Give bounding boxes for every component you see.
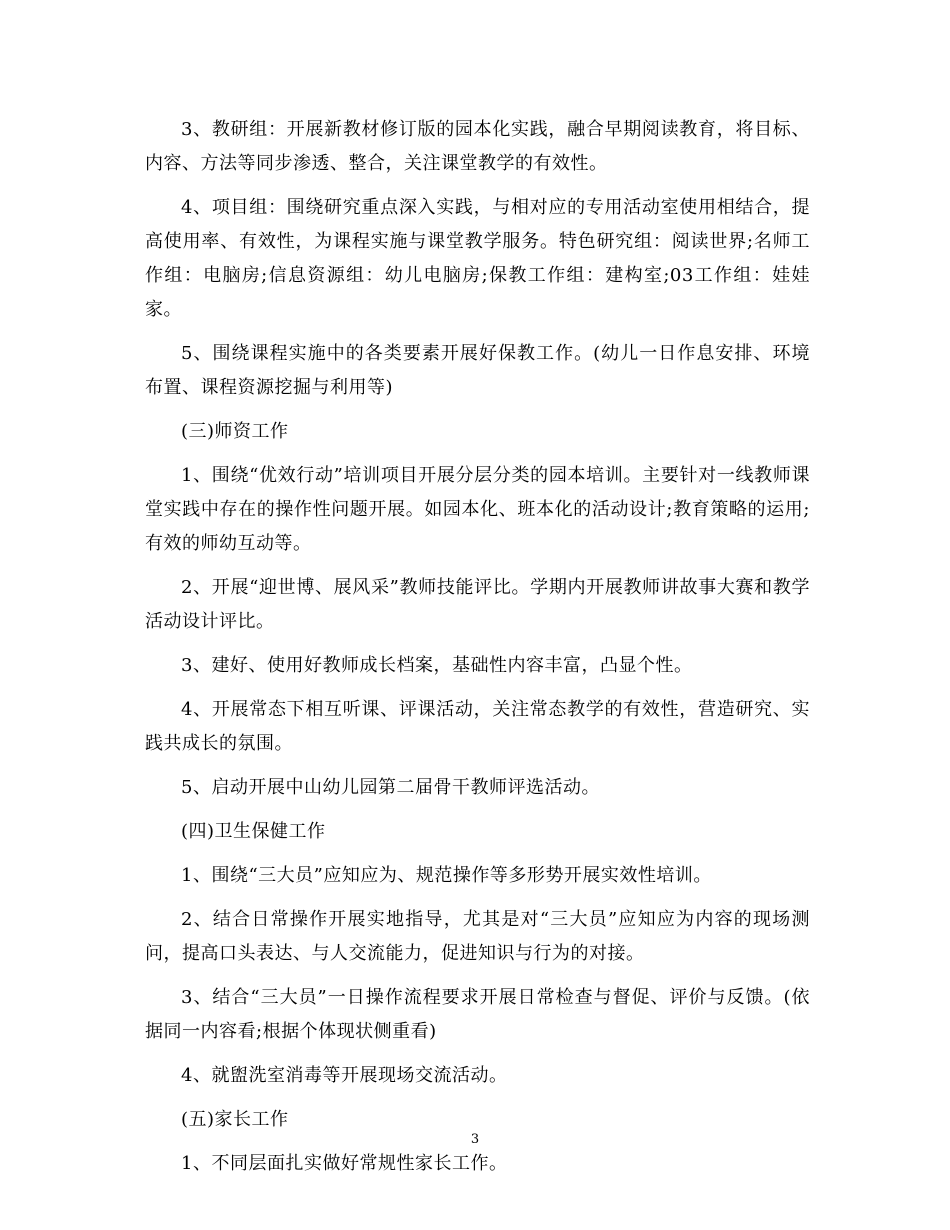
section-heading: (五)家长工作 — [181, 1109, 289, 1130]
document-body — [145, 113, 810, 1191]
paragraph: 4、开展常态下相互听课、评课活动，关注常态教学的有效性，营造研究、实践共成长的氛围。 — [145, 699, 810, 754]
section-heading: (三)师资工作 — [181, 421, 289, 442]
paragraph: 1、围绕“三大员”应知应为、规范操作等多形势开展实效性培训。 — [181, 865, 712, 886]
paragraph: 4、就盥洗室消毒等开展现场交流活动。 — [181, 1065, 508, 1086]
paragraph: 4、项目组：围绕研究重点深入实践，与相对应的专用活动室使用相结合，提高使用率、有效性，为课程实施与课堂教学服务。特色研究组：阅读世界;名师工作组：电脑房;信息资源组：幼儿电脑房;保教工作组：建构室;03工作组：娃娃家。 — [145, 197, 810, 320]
section-heading: (四)卫生保健工作 — [181, 821, 326, 842]
paragraph: 3、结合“三大员”一日操作流程要求开展日常检查与督促、评价与反馈。(依据同一内容看;根据个体现状侧重看) — [145, 987, 810, 1042]
paragraph: 5、围绕课程实施中的各类要素开展好保教工作。(幼儿一日作息安排、环境布置、课程资源挖掘与利用等) — [145, 343, 810, 398]
paragraph: 3、建好、使用好教师成长档案，基础性内容丰富，凸显个性。 — [181, 655, 693, 676]
paragraph: 2、结合日常操作开展实地指导，尤其是对“三大员”应知应为内容的现场测问，提高口头表达、与人交流能力，促进知识与行为的对接。 — [145, 909, 810, 964]
paragraph: 2、开展“迎世博、展风采”教师技能评比。学期内开展教师讲故事大赛和教学活动设计评比。 — [145, 577, 810, 632]
paragraph: 1、不同层面扎实做好常规性家长工作。 — [181, 1153, 508, 1174]
paragraph: 5、启动开展中山幼儿园第二届骨干教师评选活动。 — [181, 777, 600, 798]
paragraph: 3、教研组：开展新教材修订版的园本化实践，融合早期阅读教育，将目标、内容、方法等同步渗透、整合，关注课堂教学的有效性。 — [145, 119, 810, 174]
paragraph: 1、围绕“优效行动”培训项目开展分层分类的园本培训。主要针对一线教师课堂实践中存在的操作性问题开展。如园本化、班本化的活动设计;教育策略的运用;有效的师幼互动等。 — [145, 465, 810, 554]
page-number: 3 — [470, 1132, 480, 1147]
